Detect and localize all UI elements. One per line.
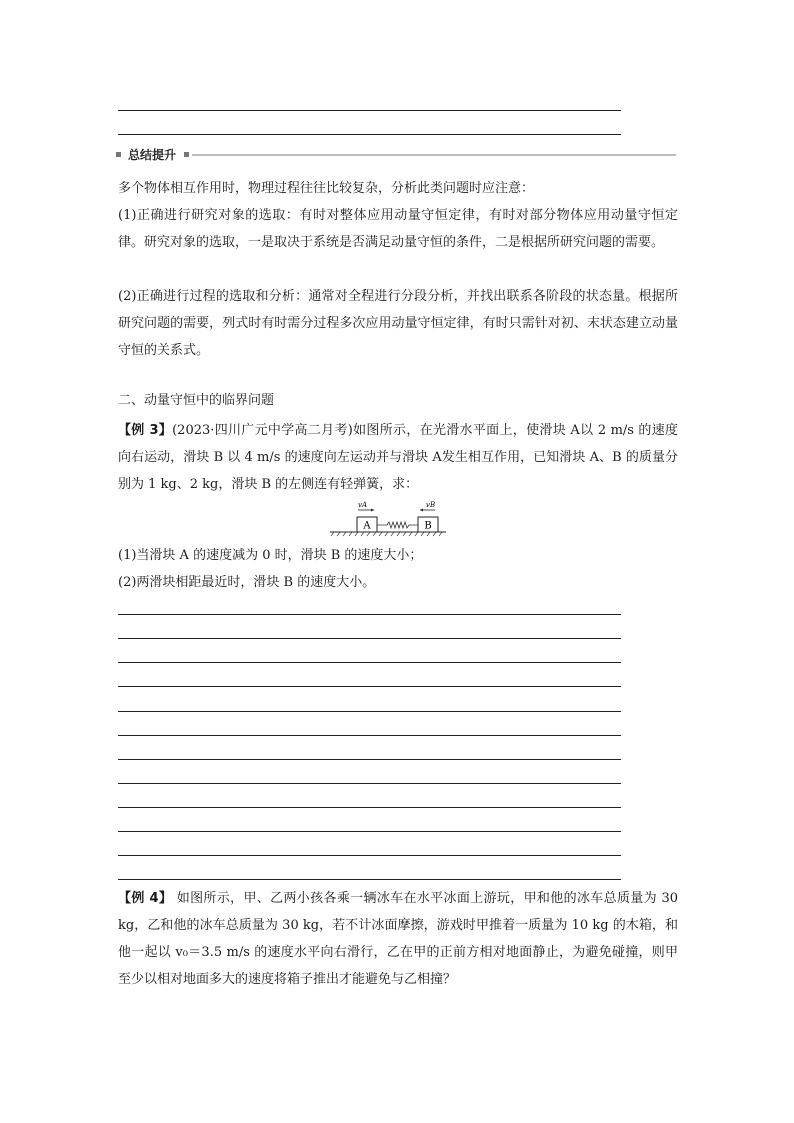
example-4-text (118, 885, 678, 993)
answer-line (118, 686, 621, 687)
example-3-tag: 【例 3】 (118, 423, 173, 438)
answer-line (118, 638, 621, 639)
example-4-body: 如图所示，甲、乙两小孩各乘一辆冰车在水平冰面上游玩，甲和他的冰车总质量为 30 kg，乙和他的冰车总质量为 30 kg，若不计冰面摩擦，游戏时甲推着一质量为 10 kg 的木箱，和他一起以 v₀＝3.5 m/s 的速度水平向右滑行，乙在甲的正前方相对地面静止，为避免碰撞，则甲至少以相对地面多大的速度将箱子推出才能避免与乙相撞？ (118, 891, 678, 987)
block-a-label: A (363, 520, 371, 532)
answer-line (118, 711, 621, 712)
answer-line (118, 879, 621, 880)
summary-point-1: (1)正确进行研究对象的选取：有时对整体应用动量守恒定律，有时对部分物体应用动量守恒定律。研究对象的选取，一是取决于系统是否满足动量守恒的条件，二是根据所研究问题的需要。 (118, 208, 678, 250)
question-2: (2)两滑块相距最近时，滑块 B 的速度大小。 (118, 575, 376, 590)
answer-line (118, 662, 621, 663)
sliders-spring-figure (330, 500, 446, 538)
answer-line (118, 134, 621, 135)
example-4-tag: 【例 4】 (118, 891, 173, 906)
heading-rule (192, 154, 676, 156)
summary-title: 总结提升 (128, 148, 177, 162)
answer-line (118, 831, 621, 832)
block-b-label: B (424, 520, 432, 532)
example-3-body: (2023·四川广元中学高二月考)如图所示，在光滑水平面上，使滑块 A以 2 m/s 的速度向右运动，滑块 B 以 4 m/s 的速度向左运动并与滑块 A发生相互作用，已知滑块 A、B 的质量分别为 1 kg、2 kg，滑块 B 的左侧连有轻弹簧，求： (118, 423, 678, 492)
spring (377, 522, 418, 528)
summary-intro: 多个物体相互作用时，物理过程往往比较复杂，分析此类问题时应注意： (118, 181, 535, 196)
answer-line (118, 807, 621, 808)
answer-line (118, 110, 621, 111)
velocity-a-label: vA (358, 501, 368, 509)
bullet-square-icon (116, 152, 121, 157)
answer-line (118, 855, 621, 856)
answer-line (118, 783, 621, 784)
answer-line (118, 759, 621, 760)
section-title: 二、动量守恒中的临界问题 (118, 393, 275, 408)
answer-line (118, 735, 621, 736)
bullet-square-icon (184, 152, 189, 157)
summary-heading (116, 147, 676, 163)
question-1: (1)当滑块 A 的速度减为 0 时，滑块 B 的速度大小； (118, 548, 423, 563)
velocity-b-label: vB (426, 501, 436, 509)
summary-point-2: (2)正确进行过程的选取和分析：通常对全程进行分段分析，并找出联系各阶段的状态量。根据所研究问题的需要，列式时有时需分过程多次应用动量守恒定律，有时只需针对初、末状态建立动量守恒的关系式。 (118, 289, 678, 358)
example-3-text (118, 417, 678, 498)
answer-line (118, 614, 621, 615)
